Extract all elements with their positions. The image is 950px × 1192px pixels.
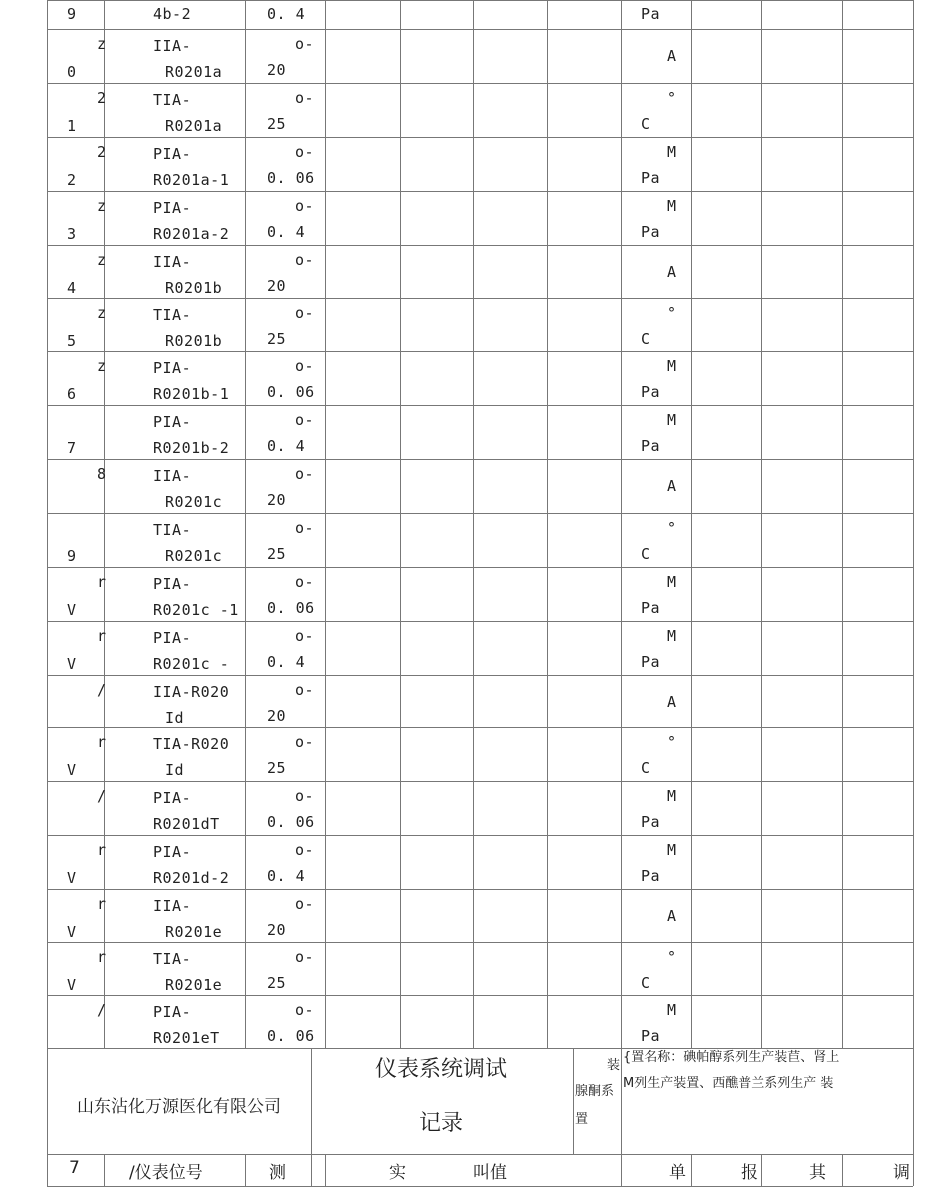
row-no-bottom: 3	[67, 225, 77, 243]
instrument-tag-top: TIA-	[153, 306, 192, 324]
range-top: o-	[295, 841, 315, 859]
instrument-tag-bottom: R0201a	[165, 117, 223, 135]
row-no-top: 8	[97, 465, 107, 483]
instrument-tag-bottom: R0201a-2	[153, 225, 230, 243]
range-top: o-	[295, 733, 315, 751]
table-row	[47, 513, 913, 567]
instrument-tag-top: PIA-	[153, 145, 192, 163]
instrument-tag-top: TIA-	[153, 521, 192, 539]
unit-top: M	[667, 197, 677, 215]
instrument-tag-top: PIA-	[153, 843, 192, 861]
range-bottom: 20	[267, 707, 287, 725]
unit-bottom: C	[641, 974, 651, 992]
unit-bottom: Pa	[641, 169, 661, 187]
record-title-line1: 仪表系统调试	[374, 1057, 507, 1082]
range-bottom: 0. 06	[267, 813, 315, 831]
unit-top: M	[667, 143, 677, 161]
instrument-tag-bottom: R0201b-1	[153, 385, 230, 403]
instrument-tag-top: TIA-R020	[153, 735, 230, 753]
table-row	[47, 298, 913, 351]
instrument-tag-top: PIA-	[153, 413, 192, 431]
row-no-top: 2	[97, 89, 107, 107]
table-row	[47, 567, 913, 621]
table-row	[47, 245, 913, 298]
instrument-tag-bottom: 4b-2	[153, 5, 192, 23]
unit-top: A	[667, 477, 677, 495]
instrument-tag-bottom: R0201d-2	[153, 869, 230, 887]
instrument-tag-bottom: Id	[165, 761, 185, 779]
footer-vline	[311, 1154, 312, 1186]
footer-vline	[245, 1154, 246, 1186]
row-no-bottom: 6	[67, 385, 77, 403]
device-label-2: 置	[575, 1112, 589, 1127]
row-no-bottom: 0	[67, 63, 77, 81]
range-top: o-	[295, 357, 315, 375]
row-no-top: /	[97, 787, 107, 805]
instrument-debug-record-sheet	[47, 0, 913, 1186]
row-no-top: /	[97, 681, 107, 699]
range-bottom: 0. 4	[267, 653, 306, 671]
instrument-tag-top: IIA-	[153, 37, 192, 55]
row-no-top: /	[97, 1001, 107, 1019]
table-row	[47, 459, 913, 513]
instrument-tag-top: TIA-	[153, 950, 192, 968]
range-bottom: 20	[267, 491, 287, 509]
row-no-bottom: V	[67, 869, 77, 887]
range-bottom: 0. 06	[267, 169, 315, 187]
row-no-top: 2	[97, 143, 107, 161]
range-top: o-	[295, 519, 315, 537]
device-name-line2: M列生产装置、西醮普兰系列生产 装	[623, 1076, 834, 1091]
range-bottom: 0. 4	[267, 223, 306, 241]
instrument-tag-bottom: R0201c -	[153, 655, 230, 673]
instrument-tag-bottom: R0201c	[165, 493, 223, 511]
range-bottom: 0. 4	[267, 437, 306, 455]
table-row	[47, 351, 913, 405]
instrument-tag-top: PIA-	[153, 199, 192, 217]
row-no-top: z	[97, 304, 107, 322]
range-top: o-	[295, 304, 315, 322]
row-no-top: r	[97, 627, 107, 645]
instrument-tag-bottom: R0201b-2	[153, 439, 230, 457]
unit-top: M	[667, 357, 677, 375]
unit-bottom: Pa	[641, 867, 661, 885]
instrument-tag-top: IIA-R020	[153, 683, 230, 701]
footer-vline	[325, 1154, 326, 1186]
unit-bottom: Pa	[641, 1027, 661, 1045]
row-no-bottom: 2	[67, 171, 77, 189]
instrument-tag-bottom: R0201eT	[153, 1029, 220, 1047]
instrument-tag-bottom: R0201e	[165, 923, 223, 941]
row-no-bottom: V	[67, 655, 77, 673]
row-no-bottom: 5	[67, 332, 77, 350]
row-no-bottom: 9	[67, 547, 77, 565]
record-title-line2: 记录	[418, 1111, 463, 1136]
unit-top: A	[667, 263, 677, 281]
instrument-tag-bottom: R0201a	[165, 63, 223, 81]
footer-hline	[47, 1186, 913, 1187]
unit-top: A	[667, 47, 677, 65]
unit-bottom: Pa	[641, 223, 661, 241]
unit-top: M	[667, 841, 677, 859]
row-no-top: r	[97, 573, 107, 591]
unit-top: A	[667, 693, 677, 711]
instrument-tag-bottom: Id	[165, 709, 185, 727]
range-top: o-	[295, 197, 315, 215]
range-bottom: 0. 4	[267, 867, 306, 885]
instrument-tag-top: PIA-	[153, 789, 192, 807]
table-row	[47, 0, 913, 29]
range-top: o-	[295, 948, 315, 966]
range-bottom: 20	[267, 61, 287, 79]
row-no-top: r	[97, 841, 107, 859]
unit-bottom: Pa	[641, 599, 661, 617]
range-bottom: 0. 4	[267, 5, 306, 23]
unit-bottom: Pa	[641, 383, 661, 401]
table-row	[47, 83, 913, 137]
row-no-bottom: V	[67, 601, 77, 619]
instrument-tag-bottom: R0201e	[165, 976, 223, 994]
unit-bottom: Pa	[641, 5, 661, 23]
row-no-top: z	[97, 35, 107, 53]
header-col-no: 7	[69, 1158, 80, 1178]
table-row	[47, 621, 913, 675]
instrument-tag-top: PIA-	[153, 359, 192, 377]
header-col-debug: 调	[893, 1163, 910, 1183]
range-bottom: 20	[267, 277, 287, 295]
header-col-alarm: 报	[741, 1163, 758, 1183]
row-no-bottom: 1	[67, 117, 77, 135]
footer-hline	[47, 1154, 913, 1155]
instrument-tag-top: IIA-	[153, 467, 192, 485]
grid-vline	[913, 0, 914, 1048]
footer-vline	[621, 1048, 622, 1154]
unit-bottom: C	[641, 330, 651, 348]
range-top: o-	[295, 787, 315, 805]
range-top: o-	[295, 411, 315, 429]
table-row	[47, 675, 913, 727]
row-no-bottom: 4	[67, 279, 77, 297]
row-no-bottom: V	[67, 976, 77, 994]
table-row	[47, 29, 913, 83]
range-bottom: 0. 06	[267, 1027, 315, 1045]
unit-bottom: Pa	[641, 437, 661, 455]
instrument-tag-bottom: R0201c -1	[153, 601, 239, 619]
row-no-top: r	[97, 733, 107, 751]
footer-vline	[761, 1154, 762, 1186]
instrument-tag-bottom: R0201c	[165, 547, 223, 565]
footer-vline	[621, 1154, 622, 1186]
unit-top: M	[667, 787, 677, 805]
row-no-top: r	[97, 948, 107, 966]
header-col-tag: /仪表位号	[129, 1163, 203, 1183]
unit-top: °	[667, 89, 677, 107]
row-no-top: r	[97, 895, 107, 913]
instrument-tag-top: IIA-	[153, 897, 192, 915]
row-no-bottom: 9	[67, 5, 77, 23]
range-bottom: 25	[267, 330, 287, 348]
table-row	[47, 137, 913, 191]
unit-top: M	[667, 411, 677, 429]
device-zhuang-label: 装	[607, 1058, 621, 1073]
unit-top: M	[667, 1001, 677, 1019]
instrument-tag-top: PIA-	[153, 629, 192, 647]
row-no-top: z	[97, 197, 107, 215]
table-row	[47, 835, 913, 889]
range-top: o-	[295, 681, 315, 699]
unit-bottom: C	[641, 759, 651, 777]
range-bottom: 25	[267, 115, 287, 133]
range-bottom: 0. 06	[267, 599, 315, 617]
footer-vline	[691, 1154, 692, 1186]
range-bottom: 25	[267, 974, 287, 992]
unit-top: M	[667, 627, 677, 645]
unit-top: °	[667, 519, 677, 537]
range-top: o-	[295, 143, 315, 161]
row-no-top: z	[97, 357, 107, 375]
footer-vline	[842, 1154, 843, 1186]
range-bottom: 25	[267, 759, 287, 777]
table-row	[47, 405, 913, 459]
instrument-tag-bottom: R0201b	[165, 332, 223, 350]
instrument-tag-top: PIA-	[153, 1003, 192, 1021]
range-bottom: 25	[267, 545, 287, 563]
unit-bottom: C	[641, 115, 651, 133]
range-top: o-	[295, 89, 315, 107]
table-row	[47, 191, 913, 245]
range-bottom: 20	[267, 921, 287, 939]
table-row	[47, 727, 913, 781]
unit-top: °	[667, 733, 677, 751]
instrument-tag-bottom: R0201dT	[153, 815, 220, 833]
table-row	[47, 942, 913, 995]
unit-top: M	[667, 573, 677, 591]
range-top: o-	[295, 251, 315, 269]
unit-top: A	[667, 907, 677, 925]
device-name-line1: {置名称：碘帕醇系列生产装苣、肾上	[623, 1050, 840, 1065]
instrument-tag-bottom: R0201a-1	[153, 171, 230, 189]
footer-vline	[47, 1048, 48, 1186]
instrument-tag-top: IIA-	[153, 253, 192, 271]
range-bottom: 0. 06	[267, 383, 315, 401]
unit-bottom: Pa	[641, 813, 661, 831]
row-no-bottom: V	[67, 761, 77, 779]
instrument-tag-bottom: R0201b	[165, 279, 223, 297]
range-top: o-	[295, 895, 315, 913]
unit-top: °	[667, 948, 677, 966]
unit-bottom: Pa	[641, 653, 661, 671]
range-top: o-	[295, 1001, 315, 1019]
table-row	[47, 889, 913, 942]
footer-vline	[104, 1154, 105, 1186]
row-no-bottom: V	[67, 923, 77, 941]
header-col-unit: 单	[669, 1163, 686, 1183]
company-name: 山东沾化万源医化有限公司	[77, 1097, 281, 1117]
range-top: o-	[295, 627, 315, 645]
device-label: 腺酮系	[575, 1084, 615, 1099]
range-top: o-	[295, 35, 315, 53]
table-row	[47, 995, 913, 1048]
footer-vline	[913, 1048, 914, 1186]
row-no-top: z	[97, 251, 107, 269]
row-no-bottom: 7	[67, 439, 77, 457]
range-top: o-	[295, 573, 315, 591]
instrument-tag-top: PIA-	[153, 575, 192, 593]
header-col-value: 叫值	[473, 1163, 507, 1183]
table-row	[47, 781, 913, 835]
instrument-tag-top: TIA-	[153, 91, 192, 109]
header-col-actual: 实	[389, 1163, 406, 1183]
footer-vline	[573, 1048, 574, 1154]
header-col-measure: 测	[269, 1163, 286, 1183]
header-col-other: 其	[809, 1163, 826, 1183]
range-top: o-	[295, 465, 315, 483]
unit-top: °	[667, 304, 677, 322]
unit-bottom: C	[641, 545, 651, 563]
